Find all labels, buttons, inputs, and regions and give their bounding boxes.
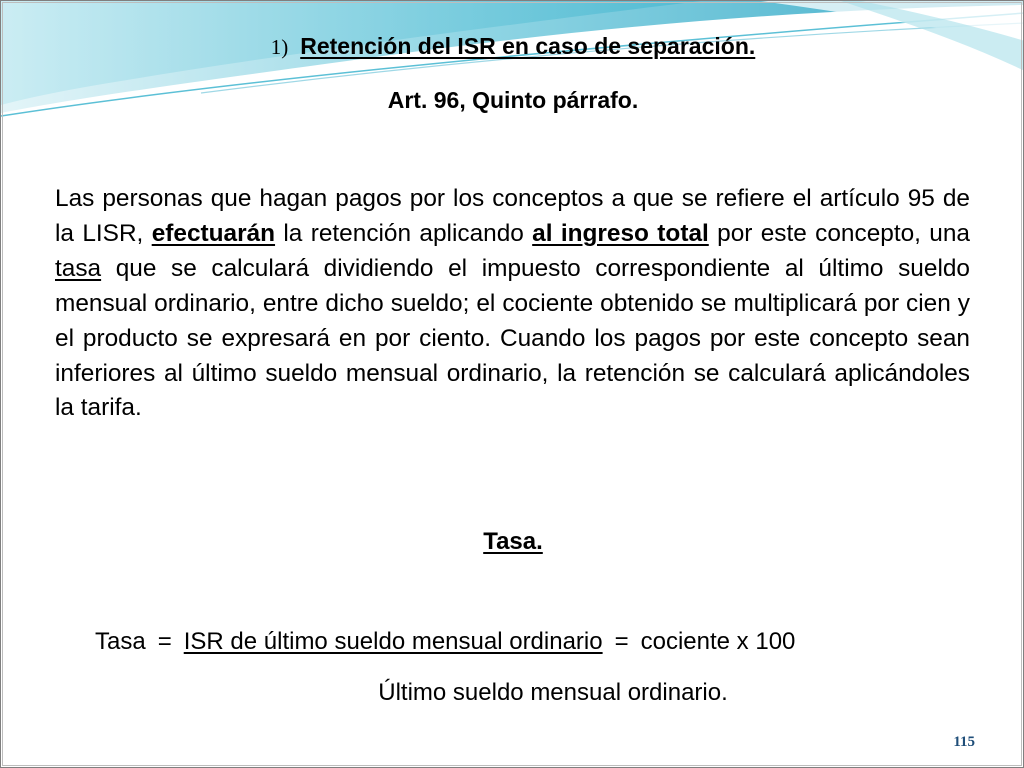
formula-equals-1: = <box>157 628 172 655</box>
tasa-formula <box>95 625 975 659</box>
title-number: 1) <box>270 35 289 59</box>
formula-equals-2: = <box>614 628 629 655</box>
tasa-heading-text: Tasa. <box>483 528 543 555</box>
paragraph-part-4: que se calculará dividiendo el impuesto correspondiente al último sueldo mensual ordinario, entre dicho sueldo; el cociente obtenido se multiplicará por cien y el producto se expresará en por ciento. Cuando los pagos por este concepto sean inferiores al último sueldo mensual ordinario, la retención se calculará aplicándoles la tarifa. <box>55 254 970 422</box>
slide-subtitle <box>1 83 1024 117</box>
paragraph-tasa: tasa <box>55 254 102 282</box>
formula-numerator: ISR de último sueldo mensual ordinario <box>183 628 603 655</box>
formula-result: cociente x 100 <box>640 628 796 655</box>
slide-title <box>1 29 1024 64</box>
denominator-text: Último sueldo mensual ordinario. <box>378 679 728 706</box>
formula-denominator <box>1 676 1024 710</box>
formula-lhs: Tasa <box>95 628 146 655</box>
paragraph-part-3: por este concepto, una <box>708 219 970 247</box>
paragraph-al-ingreso-total: al ingreso total <box>532 219 709 247</box>
tasa-heading <box>1 525 1024 559</box>
title-text: Retención del ISR en caso de separación. <box>300 33 756 59</box>
body-paragraph <box>55 182 970 426</box>
subtitle-text: Art. 96, Quinto párrafo. <box>387 87 639 113</box>
paragraph-part-1: Las personas que hagan pagos por los conceptos a que se refiere el artículo 95 de la LISR, <box>55 185 970 247</box>
page-number: 115 <box>953 734 975 750</box>
paragraph-part-2: la retención aplicando <box>275 219 533 247</box>
paragraph-efectuaran: efectuarán <box>151 219 276 247</box>
